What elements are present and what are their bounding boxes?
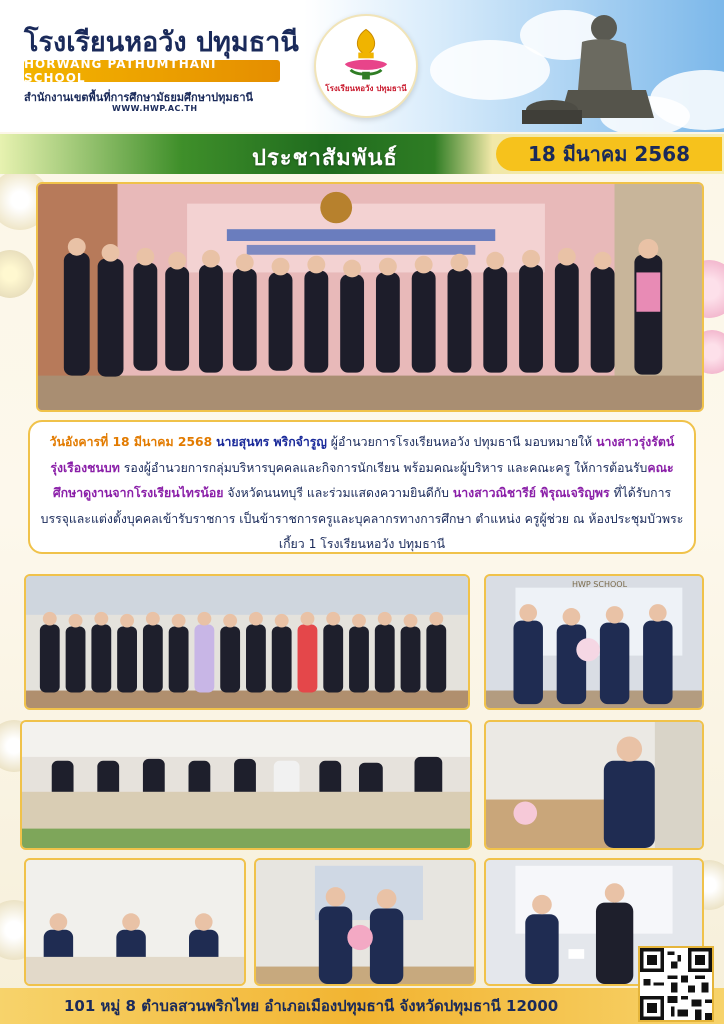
new-teacher-name: นางสาวณิชารีย์ พิรุณเจริญพร — [452, 486, 610, 500]
logo-caption: โรงเรียนหอวัง ปทุมธานี — [325, 84, 407, 93]
photo-seated-teachers — [24, 858, 246, 986]
story-text: ผู้อำนวยการโรงเรียนหอวัง ปทุมธานี มอบหมายให้ — [326, 435, 597, 449]
decor-flower — [0, 250, 34, 298]
school-address: 101 หมู่ 8 ตำบลสวนพริกไทย อำเภอเมืองปทุมธานี จังหวัดปทุมธานี 12000 — [64, 997, 559, 1015]
qr-code[interactable] — [638, 946, 714, 1022]
school-name-english: HORWANG PATHUMTHANI SCHOOL — [24, 60, 280, 82]
group-photo-meeting-room — [24, 574, 470, 710]
statue-image — [512, 6, 662, 128]
photo-meeting-table — [20, 720, 472, 850]
story-text: ที่ได้รับการบรรจุและแต่งตั้งบุคคลเข้ารับราชการ เป็นข้าราชการครูและบุคลากรทางการศึกษา ตำแหน่ง ครูผู้ช่วย ณ ห้องประชุมบัวพระเกี้ยว 1 โรงเรียนหอวัง ปทุมธานี — [40, 486, 684, 551]
photo-speaker — [484, 720, 704, 850]
story-text: รองผู้อำนวยการกลุ่มบริหารบุคคลและกิจการนักเรียน พร้อมคณะผู้บริหาร และคณะครู ให้การต้อนรับ — [119, 460, 648, 475]
event-date: 18 มีนาคม 2568 — [496, 137, 722, 171]
school-logo — [314, 14, 418, 118]
photo-flower-presentation — [484, 574, 704, 710]
story-text-box — [28, 420, 696, 554]
photo-bouquet — [254, 858, 476, 986]
school-name-thai: โรงเรียนหอวัง ปทุมธานี — [24, 27, 299, 58]
website-link[interactable]: WWW.HWP.AC.TH — [112, 104, 198, 113]
announcement-title: ประชาสัมพันธ์ — [252, 146, 398, 171]
story-text: จังหวัดนนทบุรี และร่วมแสดงความยินดีกับ — [223, 486, 453, 500]
story-date: วันอังคารที่ 18 มีนาคม 2568 — [49, 435, 213, 449]
education-office: สำนักงานเขตพื้นที่การศึกษามัธยมศึกษาปทุมธานี — [24, 91, 254, 104]
visiting-group: คณะศึกษาดูงานจากโรงเรียนไทรน้อย — [52, 460, 674, 500]
header — [0, 0, 724, 132]
deputy-name: นางสาวรุ่งรัตน์ รุ่งเรืองชนบท — [50, 435, 675, 475]
director-name: นายสุนทร พริกจำรูญ — [216, 435, 327, 449]
podium-sign: HWP SCHOOL — [572, 580, 628, 589]
main-group-photo — [36, 182, 704, 412]
